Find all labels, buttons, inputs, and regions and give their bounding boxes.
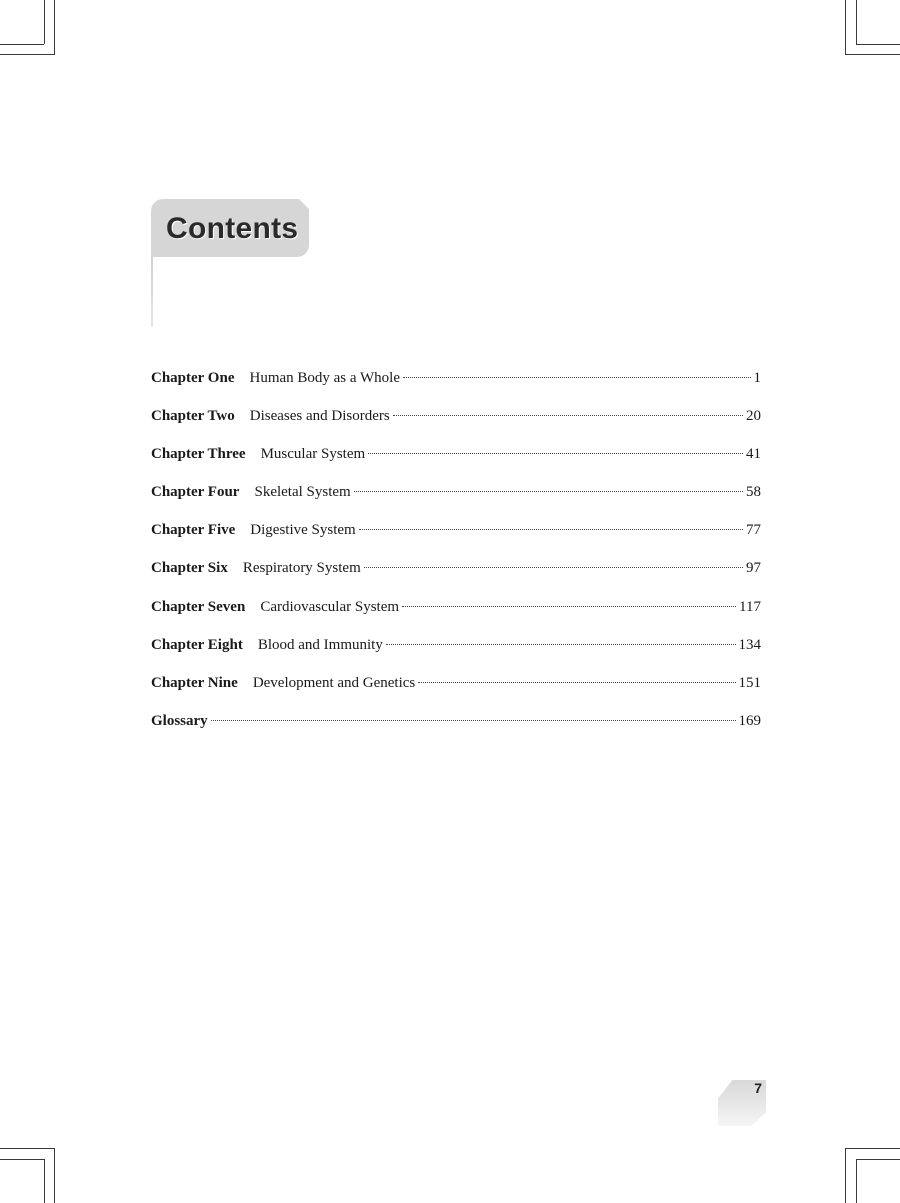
toc-chapter-label: Chapter One [151,370,235,386]
toc-page-number: 1 [753,370,761,386]
toc-chapter-title: Human Body as a Whole [249,370,401,386]
toc-chapter-title: Cardiovascular System [260,598,400,615]
toc-page-number: 134 [738,636,761,653]
toc-chapter-label: Glossary [151,712,208,729]
toc-chapter-title: Blood and Immunity [257,636,383,653]
toc-chapter-label: Chapter Eight [151,636,243,653]
dot-leader [368,453,743,454]
toc-entry[interactable] [151,671,761,709]
toc-page-number: 77 [746,522,761,539]
toc-entry[interactable] [151,709,761,747]
dot-leader [386,644,736,645]
toc-chapter-title: Digestive System [250,522,356,539]
toc-page-number: 58 [746,484,761,501]
toc-chapter-label: Chapter Seven [151,598,246,615]
toc-chapter-title: Respiratory System [242,560,361,577]
dot-leader [364,567,743,568]
toc-entry[interactable] [151,442,761,480]
toc-page-number: 117 [739,598,761,615]
toc-entry[interactable] [151,404,761,442]
toc-chapter-title: Development and Genetics [252,674,416,691]
toc-chapter-title: Skeletal System [254,484,351,501]
toc-entry[interactable] [151,518,761,556]
dot-leader [211,720,736,721]
page-number: 7 [754,1080,762,1096]
toc-chapter-label: Chapter Six [151,560,228,577]
dot-leader [402,606,736,607]
toc-entry[interactable] [151,556,761,594]
toc-entry[interactable] [151,633,761,671]
toc-page-number: 169 [738,712,761,729]
toc-entry[interactable] [151,595,761,633]
toc-entry[interactable] [151,480,761,518]
toc-chapter-title: Diseases and Disorders [249,408,390,425]
dot-leader [403,377,750,378]
toc-page-number: 151 [738,674,761,691]
dot-leader [393,415,743,416]
toc-chapter-label: Chapter Three [151,446,246,463]
page-title: Contents [166,212,299,245]
toc-page-number: 97 [746,560,761,577]
toc-chapter-label: Chapter Two [151,408,235,425]
dot-leader [418,682,735,683]
toc-entry[interactable] [151,366,761,404]
toc-chapter-label: Chapter Four [151,484,240,501]
heading-divider [151,257,153,327]
toc-page-number: 41 [746,446,761,463]
dot-leader [359,529,743,530]
table-of-contents [151,366,761,747]
contents-heading-tab [151,199,309,257]
toc-chapter-title: Muscular System [260,446,366,463]
toc-page-number: 20 [746,408,761,425]
dot-leader [354,491,743,492]
toc-chapter-label: Chapter Five [151,522,236,539]
toc-chapter-label: Chapter Nine [151,674,238,691]
